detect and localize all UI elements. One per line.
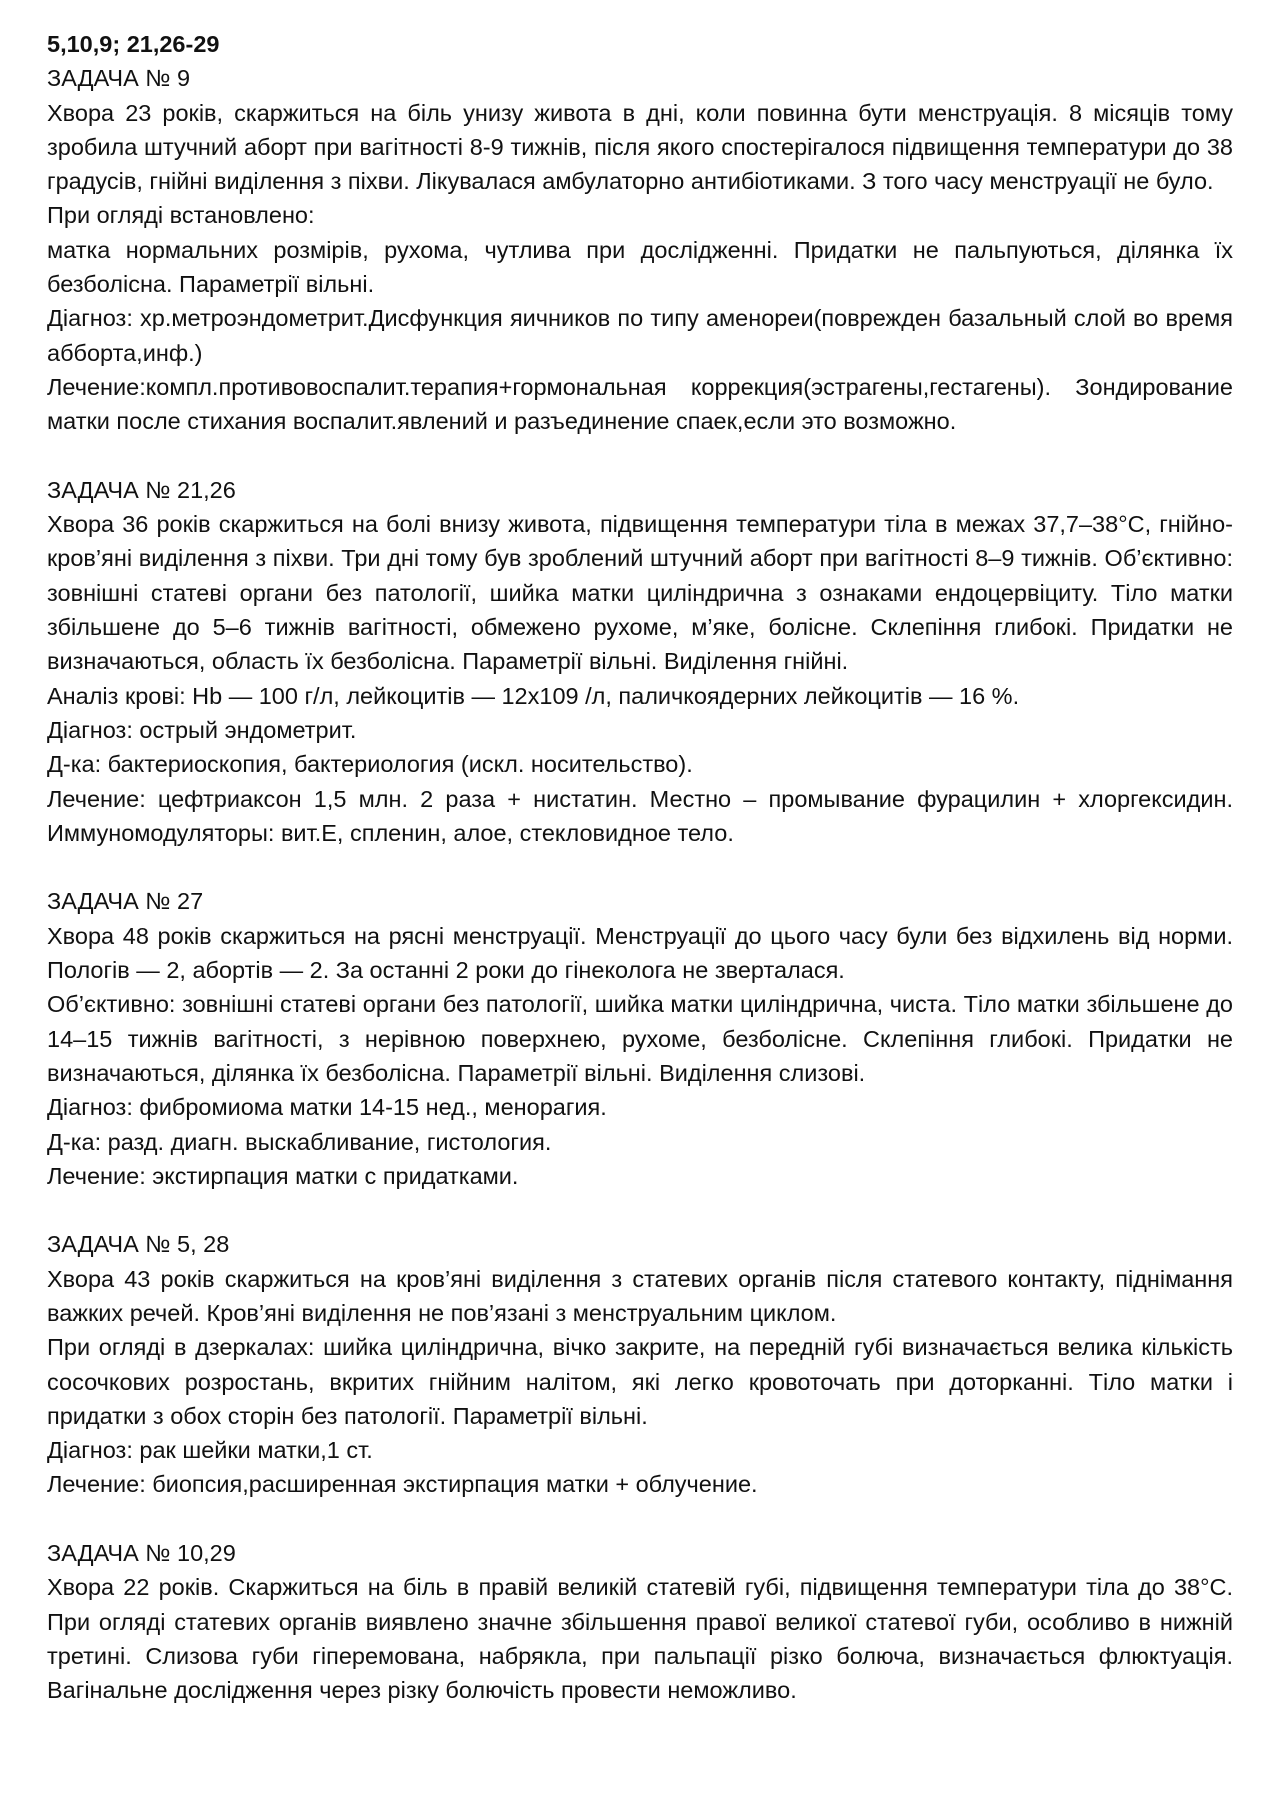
task-section (47, 61, 1233, 438)
section-gap (47, 1502, 1233, 1536)
task-paragraph: Хвора 43 років скаржиться на кров’яні виділення з статевих органів після статевого контакту, піднімання важких речей. Кров’яні виділення не пов’язані з менструальним циклом. (47, 1265, 1233, 1326)
task-paragraph: Хвора 22 років. Скаржиться на біль в правій великій статевій губі, підвищення температури тіла до 38°С. При огляді статевих органів виявлено значне збільшення правої великої статевої губи, особливо в нижній третині. Слизова губи гіперемована, набрякла, при пальпації різко болюча, визначається флюктуація. Вагінальне дослідження через різку болючість провести неможливо. (47, 1574, 1233, 1704)
task-paragraph: При огляді встановлено: (47, 202, 315, 229)
task-title: ЗАДАЧА № 9 (47, 65, 191, 92)
task-section (47, 1227, 1233, 1501)
task-diagnosis: Діагноз: хр.метроэндометрит.Дисфункция яичников по типу аменореи(поврежден базальный слой во время абборта,инф.) (47, 305, 1233, 366)
document-heading: 5,10,9; 21,26-29 (47, 31, 220, 57)
task-section (47, 1536, 1233, 1707)
task-paragraph: Аналіз крові: Hb — 100 г/л, лейкоцитів — 12х109 /л, паличкоядерних лейкоцитів — 16 %. (47, 682, 1020, 709)
task-paragraph: матка нормальних розмірів, рухома, чутлива при дослідженні. Придатки не пальпуються, ділянка їх безболісна. Параметрії вільні. (47, 236, 1233, 298)
task-treatment: Лечение: экстирпация матки с придатками. (47, 1162, 519, 1189)
task-diagnosis: Діагноз: рак шейки матки,1 ст. (47, 1437, 373, 1464)
task-paragraph: При огляді в дзеркалах: шийка циліндрична, вічко закрите, на передній губі визначається велика кількість сосочкових розростань, вкритих гнійним налітом, які легко кровоточать при доторканні. Тіло матки і придатки з обох сторін без патології. Параметрії вільні. (47, 1334, 1233, 1429)
section-gap (47, 439, 1233, 473)
task-title: ЗАДАЧА № 10,29 (47, 1540, 236, 1567)
task-title: ЗАДАЧА № 5, 28 (47, 1231, 230, 1258)
task-paragraph: Хвора 48 років скаржиться на рясні менструації. Менструації до цього часу були без відхилень від норми. Пологів — 2, абортів — 2. За останні 2 роки до гінеколога не зверталася. (47, 922, 1233, 984)
task-diagnosis: Діагноз: фибромиома матки 14-15 нед., менорагия. (47, 1094, 607, 1121)
section-gap (47, 1193, 1233, 1227)
document-page (47, 27, 1233, 1708)
task-treatment: Лечение: биопсия,расширенная экстирпация матки + облучение. (47, 1471, 758, 1498)
task-diagnostics: Д-ка: разд. диагн. выскабливание, гистология. (47, 1128, 552, 1155)
task-treatment: Лечение:компл.противовоспалит.терапия+гормональная коррекция(эстрагены,гестагены). Зондирование матки после стихания воспалит.явлений и разъединение спаек,если это возможно. (47, 373, 1233, 435)
task-diagnosis: Діагноз: острый эндометрит. (47, 716, 357, 743)
section-gap (47, 850, 1233, 884)
task-paragraph: Хвора 36 років скаржиться на болі внизу живота, підвищення температури тіла в межах 37,7–38°С, гнійно-кров’яні виділення з піхви. Три дні тому був зроблений штучний аборт при вагітності 8–9 тижнів. Об’єктивно: зовнішні статеві органи без патології, шийка матки циліндрична з ознаками ендоцервіциту. Тіло матки збільшене до 5–6 тижнів вагітності, обмежено рухоме, м’яке, болісне. Склепіння глибокі. Придатки не визначаються, область їх безболісна. Параметрії вільні. Виділення гнійні. (47, 511, 1233, 675)
task-diagnostics: Д-ка: бактериоскопия, бактериология (искл. носительство). (47, 751, 693, 778)
task-section (47, 473, 1233, 850)
task-paragraph: Хвора 23 років, скаржиться на біль унизу живота в дні, коли повинна бути менструація. 8 місяців тому зробила штучний аборт при вагітності 8-9 тижнів, після якого спостерігалося підвищення температури до 38 градусів, гнійні виділення з піхви. Лікувалася амбулаторно антибіотиками. З того часу менструації не було. (47, 99, 1233, 195)
task-title: ЗАДАЧА № 21,26 (47, 476, 236, 503)
task-title: ЗАДАЧА № 27 (47, 888, 204, 915)
task-paragraph: Об’єктивно: зовнішні статеві органи без патології, шийка матки циліндрична, чиста. Тіло матки збільшене до 14–15 тижнів вагітності, з нерівною поверхнею, рухоме, безболісне. Склепіння глибокі. Придатки не визначаються, ділянка їх безболісна. Параметрії вільні. Виділення слизові. (47, 991, 1233, 1086)
task-section (47, 884, 1233, 1193)
task-treatment: Лечение: цефтриаксон 1,5 млн. 2 раза + нистатин. Местно – промывание фурацилин + хлоргексидин. Иммуномодуляторы: вит.Е, спленин, алое, стекловидное тело. (47, 785, 1233, 846)
